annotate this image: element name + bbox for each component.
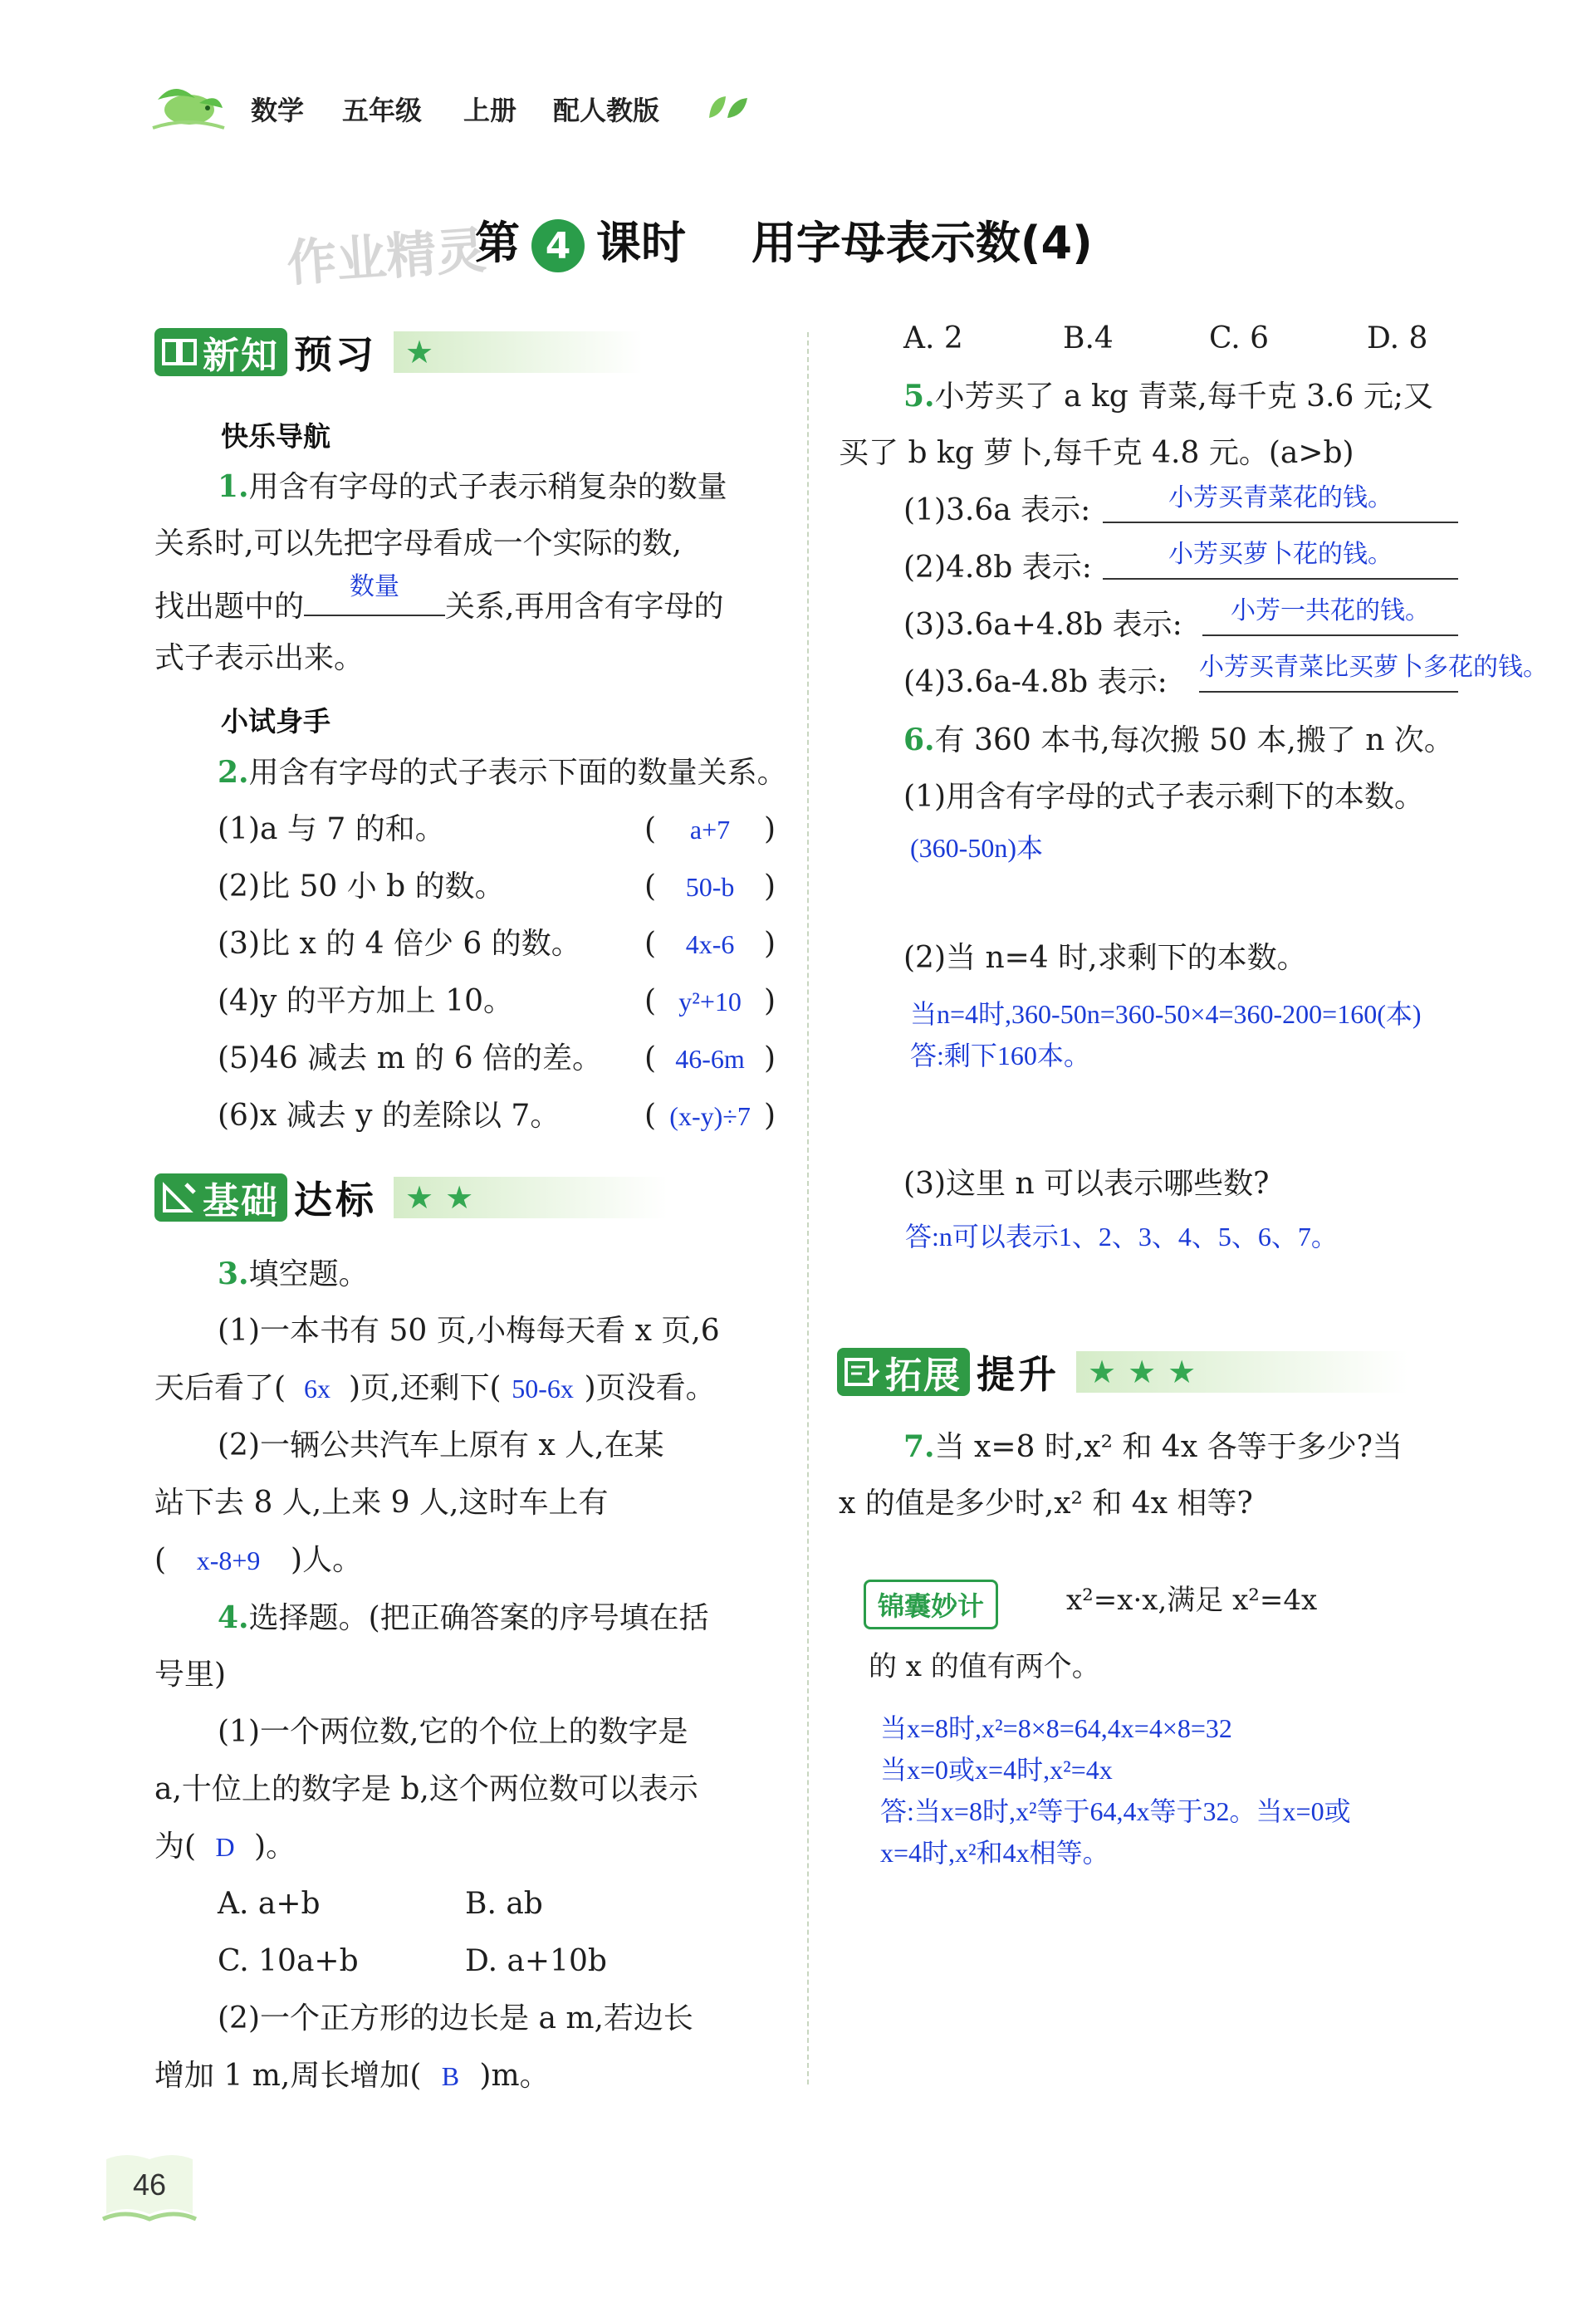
section-basic (154, 1171, 668, 1224)
q2-item: (2)比 50 小 b 的数。 (218, 870, 505, 904)
q5-item: (4)3.6a-4.8b 表示: (903, 665, 1168, 699)
page-title (475, 208, 1093, 272)
basic-box: 基础 (154, 1173, 287, 1222)
title-prefix: 第 (475, 217, 520, 269)
extend-box: 拓展 (837, 1348, 970, 1396)
q5-line2: 买了 b kg 萝卜,每千克 4.8 元。(a>b) (839, 436, 1354, 470)
q1-answer: 数量 (350, 572, 400, 601)
bird-logo-icon (149, 75, 226, 133)
q5-answer: 小芳买萝卜花的钱。 (1103, 538, 1458, 580)
q5-item: (1)3.6a 表示: (903, 493, 1091, 527)
book-icon (161, 336, 198, 369)
q1-line2: 关系时,可以先把字母看成一个实际的数, (154, 527, 682, 561)
section-preview (154, 326, 643, 379)
q7-line1: 7.当 x=8 时,x² 和 4x 各等于多少?当 (903, 1429, 1403, 1464)
q6-p1: (1)用含有字母的式子表示剩下的本数。 (903, 780, 1424, 814)
subheading-navigation: 快乐导航 (221, 420, 330, 453)
q4-option-d: D. a+10b (465, 1944, 607, 1978)
q2-paren: ( y²+10 ) (644, 984, 776, 1018)
q5-item: (2)4.8b 表示: (903, 551, 1092, 585)
q4-option-a-right: A. 2 (903, 321, 963, 355)
q3-p1-line2: 天后看了( 6x )页,还剩下( 50-6x )页没看。 (154, 1371, 716, 1405)
q7-answer-line2: 当x=0或x=4时,x²=4x (880, 1755, 1113, 1785)
q6-answer-1: (360-50n)本 (910, 833, 1043, 863)
extend-label: 提升 (977, 1352, 1060, 1397)
preview-box: 新知 (154, 328, 287, 376)
q3-p2-line2: 站下去 8 人,上来 9 人,这时车上有 (154, 1486, 609, 1520)
q4-option-d-right: D. 8 (1367, 321, 1428, 355)
page-number: 46 (133, 2168, 167, 2202)
tip-line2: 的 x 的值有两个。 (869, 1650, 1100, 1683)
q3-p2-line3: ( x-8+9 )人。 (154, 1543, 363, 1577)
header-volume: 上册 (463, 95, 517, 126)
q1-line4: 式子表示出来。 (154, 641, 365, 675)
header-grade: 五年级 (342, 95, 423, 126)
q4-answer-2: B (441, 2061, 460, 2091)
q2-item: (3)比 x 的 4 倍少 6 的数。 (218, 927, 581, 961)
q2-item: (5)46 减去 m 的 6 倍的差。 (218, 1041, 603, 1075)
watermark: 作业精灵 (285, 221, 488, 294)
q3-answer-3: x-8+9 (196, 1546, 261, 1575)
q2-item: (6)x 减去 y 的差除以 7。 (218, 1099, 561, 1133)
q5-line1: 5.小芳买了 a kg 青菜,每千克 3.6 元;又 (903, 379, 1433, 414)
q5-answer: 小芳一共花的钱。 (1202, 595, 1458, 636)
q2-item: (1)a 与 7 的和。 (218, 812, 445, 846)
chart-icon (844, 1355, 880, 1389)
q2-answer: a+7 (689, 815, 731, 845)
tip-line1: x²=x·x,满足 x²=4x (1066, 1584, 1318, 1617)
q7-answer-line1: 当x=8时,x²=8×8=64,4x=4×8=32 (880, 1713, 1232, 1743)
q4-p1-line3: 为( D )。 (154, 1830, 296, 1864)
q2-paren: ( (x-y)÷7 ) (644, 1099, 776, 1133)
leaf-icon (706, 93, 749, 121)
q3-p2-line1: (2)一辆公共汽车上原有 x 人,在某 (218, 1428, 664, 1462)
q6-stem: 6.有 360 本书,每次搬 50 本,搬了 n 次。 (903, 723, 1454, 757)
q4-p1-line1: (1)一个两位数,它的个位上的数字是 (218, 1715, 688, 1749)
q7-answer-line4: x=4时,x²和4x相等。 (880, 1838, 1109, 1868)
q2-answer: 46-6m (675, 1044, 745, 1074)
q5-answer: 小芳买青菜比买萝卜多花的钱。 (1199, 651, 1458, 693)
q6-p2: (2)当 n=4 时,求剩下的本数。 (903, 941, 1307, 975)
q4-option-b: B. ab (465, 1887, 543, 1921)
q4-option-c: C. 10a+b (218, 1944, 359, 1978)
q5-item: (3)3.6a+4.8b 表示: (903, 608, 1182, 642)
q2-paren: ( 46-6m ) (644, 1041, 776, 1075)
q1-line1: 1.用含有字母的式子表示稍复杂的数量 (218, 469, 727, 504)
q2-paren: ( 4x-6 ) (644, 927, 776, 961)
q6-answer-2-line1: 当n=4时,360-50n=360-50×4=360-200=160(本) (910, 999, 1422, 1029)
q3-answer-1: 6x (304, 1374, 331, 1403)
q4-option-b-right: B.4 (1063, 321, 1114, 355)
q6-answer-2-line2: 答:剩下160本。 (910, 1041, 1090, 1070)
preview-label: 预习 (294, 332, 377, 377)
q2-item: (4)y 的平方加上 10。 (218, 984, 514, 1018)
lesson-number: 4 (531, 219, 585, 272)
q2-paren: ( a+7 ) (644, 812, 776, 846)
q2-answer: 4x-6 (685, 929, 735, 959)
q2-paren: ( 50-b ) (644, 870, 776, 904)
q3-stem: 3.填空题。 (218, 1257, 369, 1291)
q1-line3: 找出题中的 数量 关系,再用含有字母的 (154, 572, 724, 624)
preview-stars: ★ (394, 331, 643, 373)
q4-p2-line2: 增加 1 m,周长增加( B )m。 (154, 2059, 550, 2093)
q4-stem-line1: 4.选择题。(把正确答案的序号填在括 (218, 1600, 709, 1635)
ruler-pencil-icon (161, 1181, 198, 1214)
q4-p1-line2: a,十位上的数字是 b,这个两位数可以表示 (154, 1772, 698, 1806)
tip-label: 锦囊妙计 (864, 1580, 998, 1629)
q7-line2: x 的值是多少时,x² 和 4x 相等? (839, 1487, 1253, 1521)
subheading-try: 小试身手 (221, 705, 330, 737)
q2-answer: 50-b (685, 872, 735, 902)
basic-label: 达标 (294, 1178, 377, 1222)
extend-stars: ★★★ (1076, 1351, 1408, 1393)
section-extend (837, 1345, 1408, 1399)
q4-answer-1: D (215, 1832, 235, 1862)
q4-option-c-right: C. 6 (1209, 321, 1270, 355)
basic-stars: ★★ (394, 1177, 668, 1218)
q4-p2-line1: (2)一个正方形的边长是 a m,若边长 (218, 2001, 693, 2035)
q2-answer: (x-y)÷7 (669, 1101, 751, 1131)
q3-answer-2: 50-6x (512, 1374, 574, 1403)
q2-stem: 2.用含有字母的式子表示下面的数量关系。 (218, 755, 787, 790)
q2-answer: y²+10 (678, 987, 742, 1016)
q4-stem-line2: 号里) (154, 1658, 227, 1692)
title-suffix: 课时 (596, 217, 686, 269)
title-name: 用字母表示数(4) (751, 217, 1093, 269)
q6-answer-3: 答:n可以表示1、2、3、4、5、6、7。 (905, 1222, 1338, 1252)
q5-answer: 小芳买青菜花的钱。 (1103, 482, 1458, 523)
q6-p3: (3)这里 n 可以表示哪些数? (903, 1167, 1270, 1201)
header-subject: 数学 (251, 95, 305, 126)
q4-option-a: A. a+b (218, 1887, 321, 1921)
column-divider (807, 332, 809, 2084)
q3-p1-line1: (1)一本书有 50 页,小梅每天看 x 页,6 (218, 1314, 720, 1348)
q7-answer-line3: 答:当x=8时,x²等于64,4x等于32。当x=0或 (880, 1796, 1351, 1826)
header-edition: 配人教版 (553, 95, 660, 126)
